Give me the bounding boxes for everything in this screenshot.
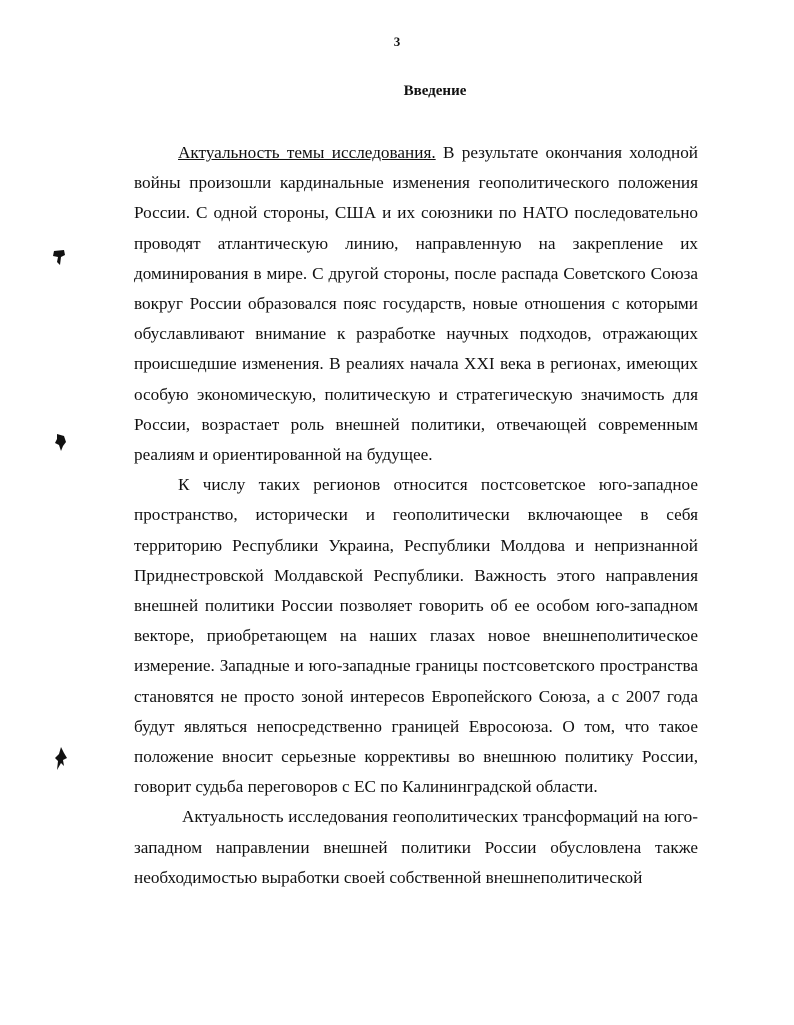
paragraph-relevance <box>134 138 698 470</box>
document-body <box>134 138 698 893</box>
margin-ink-mark <box>54 432 68 452</box>
paragraph-research-relevance: Актуальность исследования геополитических трансформаций на юго-западном направлении внешней политики России обусловлена также необходимостью выработки своей собственной внешнеполитической <box>134 807 698 887</box>
margin-ink-mark <box>52 248 66 268</box>
paragraph-regions: К числу таких регионов относится постсоветское юго-западное пространство, исторически и геополитически включающее в себя территорию Республики Украина, Республики Молдова и непризнанной Приднестровской Молдавской Республики. Важность этого направления внешней политики России позволяет говорить об ее особом юго-западном векторе, приобретающем на наших глазах новое внешнеполитическое измерение. Западные и юго-западные границы постсоветского пространства становятся не просто зоной интересов Европейского Союза, а с 2007 года будут являться непосредственно границей Евросоюза. О том, что такое положение вносит серьезные коррективы во внешнюю политику России, говорит судьба переговоров с ЕС по Калининградской области. <box>134 475 698 797</box>
paragraph-text: В результате окончания холодной войны произошли кардинальные изменения геополитического положения России. С одной стороны, США и их союзники по НАТО последовательно проводят атлантическую линию, направленную на закрепление их доминирования в мире. С другой стороны, после распада Советского Союза вокруг России образовался пояс государств, новые отношения с которыми обуславливают внимание к разработке научных подходов, отражающих происшедшие изменения. В реалиях начала XXI века в регионах, имеющих особую экономическую, политическую и стратегическую значимость для России, возрастает роль внешней политики, отвечающей современным реалиям и ориентированной на будущее. <box>134 143 698 465</box>
relevance-heading: Актуальность темы исследования. <box>178 143 436 162</box>
margin-ink-mark <box>54 746 68 772</box>
page-title: Введение <box>403 83 467 99</box>
page-number: 3 <box>393 34 401 49</box>
